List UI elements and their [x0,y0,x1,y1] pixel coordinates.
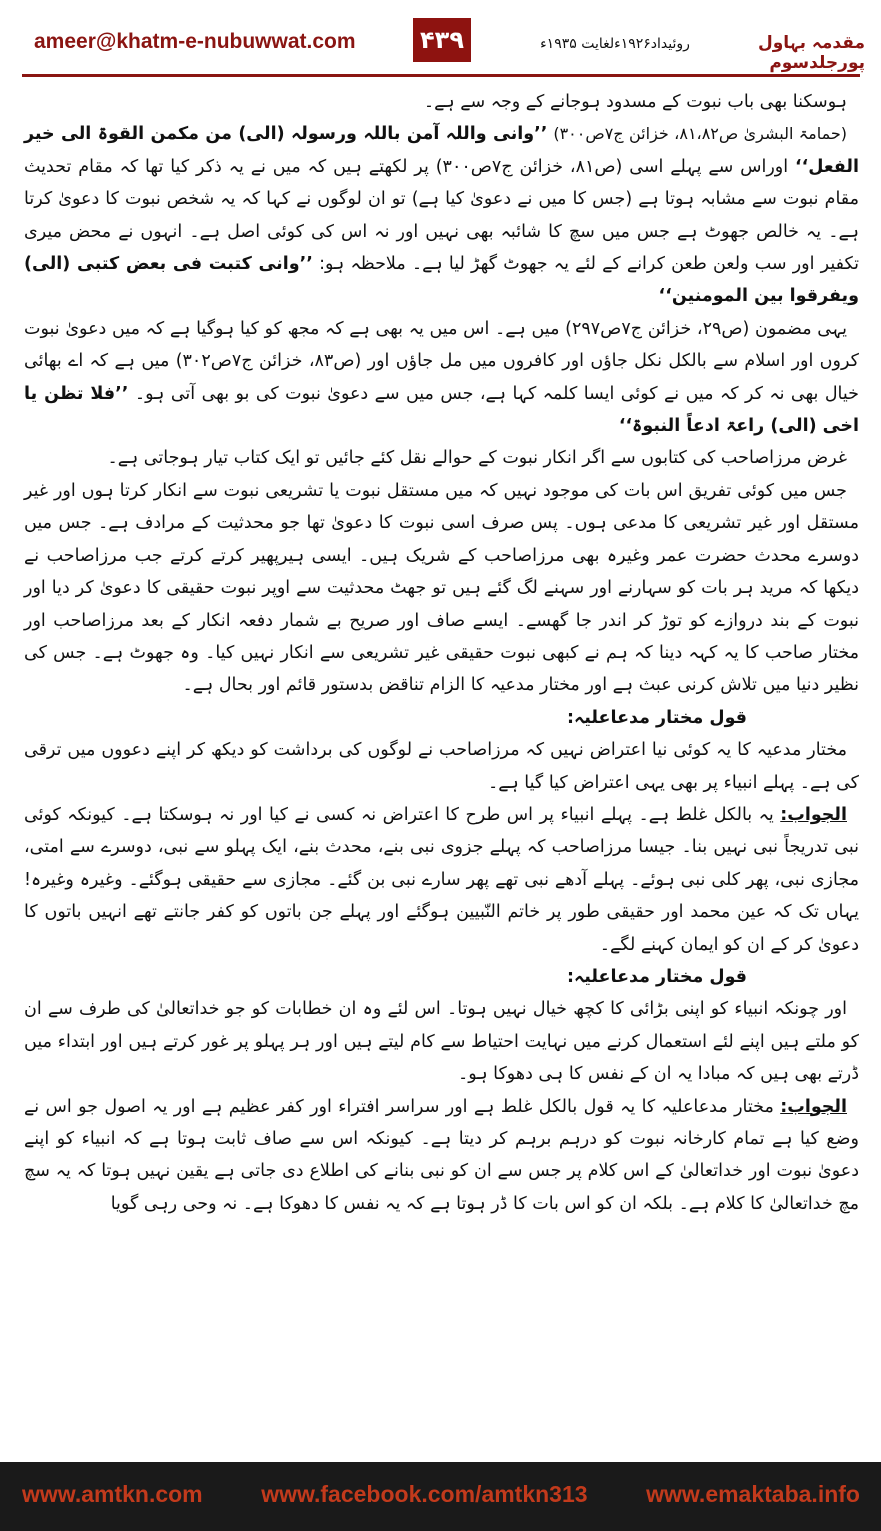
paragraph [24,734,859,799]
header-book-title: مقدمہ بہاول پورجلدسوم [757,33,865,73]
answer-label: الجواب: [780,1096,847,1117]
arabic-quote: ’’وانی واللہ آمن باللہ ورسولہ (الی) من مکمن القوۃ الی خیر الفعل‘‘ [24,124,859,177]
paragraph [24,475,859,702]
page-number: ۴۳۹ [413,18,471,62]
paragraph-text: مختار مدعیہ کا یہ کوئی نیا اعتراض نہیں کہ مرزاصاحب نے لوگوں کی برداشت کو دیکھ کر اپنے دعووں میں ترقی کی ہے۔ پہلے انبیاء پر بھی یہی اعتراض کیا گیا ہے۔ [24,740,859,793]
header-subtitle: روئیداد۱۹۲۶ءلغایت ۱۹۳۵ء [540,36,690,52]
footer-link-emaktaba[interactable]: www.emaktaba.info [646,1480,860,1507]
paragraph-text: یہی مضمون (ص۲۹، خزائن ج۷ص۲۹۷) میں ہے۔ اس میں یہ بھی ہے کہ مجھ کو کیا ہوگیا ہے کہ میں دعویٰ نبوت کروں اور اسلام سے بالکل نکل جاؤں اور کافروں میں مل جاؤں اور (ص۸۳، خزائن ج۷ص۳۰۲) میں ہے کہ اے بھائی خیال بھی نہ کر کہ میں نے کوئی ایسا کلمہ کہا ہے، جس میں سے دعویٰ نبوت کی بو بھی آتی ہو۔ [24,318,859,404]
footer-link-amtkn[interactable]: www.amtkn.com [22,1480,203,1507]
arabic-quote: ’’فلا تظن یا اخی (الی) راعۃ ادعاً النبوۃ‘‘ [24,383,859,437]
section-heading: قول مختار مدعاعلیہ: [567,966,747,987]
paragraph-text: اوراس سے پہلے اسی (ص۸۱، خزائن ج۷ص۳۰۰) پر لکھتے ہیں کہ میں نے یہ ذکر کیا تھا کہ مقام تحدیث مقام نبوت سے مشابہ ہوتا ہے (جس کا میں نے دعویٰ کیا ہے) تو ان لوگوں نے کہا کہ یہ شخص نبوت کا دعویٰ کرتا ہے۔ یہ خالص جھوٹ ہے جس میں سچ کا شائبہ بھی نہیں اور نہ اس کی کوئی اصل ہے۔ انہوں نے محض میری تکفیر اور سب ولعن طعن کرانے کے لئے یہ جھوٹ گھڑ لیا ہے۔ ملاحظہ ہو: [24,156,859,275]
paragraph [24,799,859,961]
paragraph-text: جس میں کوئی تفریق اس بات کی موجود نہیں کہ میں مستقل نبوت یا تشریعی نبوت سے انکار کرتا ہوں اور غیر مستقل اور غیر تشریعی کا مدعی ہوں۔ پس صرف اسی نبوت کا دعویٰ تھا جو محدثیت کے مرادف ہے۔ جس میں دوسرے محدث حضرت عمر وغیرہ بھی مرزاصاحب کے شریک ہیں۔ ایسی ہیرپھیر کرتے کرتے جب مرزاصاحب نے دیکھا کہ مرید ہر بات کو سہارنے اور سہنے لگ گئے ہیں تو جھٹ محدثیت سے اوپر نبوت حقیقی کا دعویٰ کر دیا اور نبوت کے بند دروازے کو توڑ کر اندر جا گھسے۔ ایسے صاف اور صریح بے شمار دفعہ انکار کے بعد مرزاصاحب اور مختار صاحب کا یہ کہہ دینا کہ ہم نے کبھی نبوت حقیقی غیر تشریعی سے انکار نہیں کیا۔ وہ جھوٹ ہے۔ جس کی نظیر دنیا میں تلاش کرنی عبث ہے اور مختار مدعیہ کا الزام تناقض بدستور قائم اور بحال ہے۔ [24,480,859,696]
paragraph [24,442,859,474]
paragraph-text: ہوسکنا بھی باب نبوت کے مسدود ہوجانے کے وجہ سے ہے۔ [423,92,847,112]
paragraph [24,993,859,1090]
section-heading: قول مختار مدعاعلیہ: [567,707,747,728]
paragraph-text: مختار مدعاعلیہ کا یہ قول بالکل غلط ہے اور سراسر افتراء اور کفر عظیم ہے اور یہ اصول جو اس نے وضع کیا ہے تمام کارخانہ نبوت کو درہم برہم کر دیتا ہے۔ کیونکہ اس سے صاف ثابت ہوتا ہے کہ انبیاء کو اپنے دعویٰ نبوت اور خداتعالیٰ کے اس کلام پر جس سے ان کو نبی بنانے کی اطلاع دی جاتی ہے یقین نہیں ہوتا کہ یہ سچ مچ خداتعالیٰ کا کلام ہے۔ بلکہ ان کو اس بات کا ڈر ہوتا ہے کہ یہ نفس کا دھوکا ہے۔ نہ وحی رہی گویا [24,1096,859,1214]
page-footer [0,1462,881,1531]
footer-link-facebook[interactable]: www.facebook.com/amtkn313 [261,1480,588,1507]
answer-label: الجواب: [780,804,847,825]
paragraph [24,86,859,118]
page-header [0,0,881,82]
page-body [24,86,859,1456]
paragraph-text: اور چونکہ انبیاء کو اپنی بڑائی کا کچھ خیال نہیں ہوتا۔ اس لئے وہ ان خطابات کو جو خداتعالیٰ کی طرف سے ان کو ملتے ہیں اپنے لئے استعمال کرنے میں نہایت احتیاط سے کام لیتے ہیں اور ہر پہلو پر غور کرتے ہیں اور ابتداء میں ڈرتے بھی ہیں کہ مبادا یہ ان کے نفس کا ہی دھوکا ہو۔ [24,999,859,1085]
footer-links [22,1474,860,1514]
paragraph [24,118,859,312]
header-email[interactable]: ameer@khatm-e-nubuwwat.com [34,30,356,53]
paragraph-text: یہ بالکل غلط ہے۔ پہلے انبیاء پر اس طرح کا اعتراض نہ کسی نے کیا اور نہ ہوسکتا ہے۔ کیونکہ کوئی نبی تدریجاً نبی نہیں بنا۔ جیسا مرزاصاحب کہ پہلے جزوی نبی بنے، محدث بنے، ایک پہلو سے نبی، دوسرے سے امتی، مجازی نبی، پھر کلی نبی ہوئے۔ پہلے آدھے نبی تھے پھر سارے نبی بن گئے۔ مجازی سے حقیقی ہوگئے۔ وغیرہ وغیرہ! یہاں تک کہ عین محمد اور حقیقی طور پر خاتم النّبیین ہوگئے اور پہلے جن باتوں کو کفر جانتے تھے انہیں باتوں کا دعویٰ کر کے ان کو ایمان کہنے لگے۔ [24,804,859,955]
arabic-quote: ’’وانی کتبت فی بعض کتبی (الی) ویفرقوا بین المومنین‘‘ [24,254,859,307]
paragraph-text: غرض مرزاصاحب کی کتابوں سے اگر انکار نبوت کے حوالے نقل کئے جائیں تو ایک کتاب تیار ہوجاتی ہے۔ [107,448,847,469]
paragraph [24,313,859,443]
citation: (حمامۃ البشریٰ ص۸۱،۸۲، خزائن ج۷ص۳۰۰) [553,124,847,144]
paragraph [24,1091,859,1221]
header-divider [22,74,860,77]
